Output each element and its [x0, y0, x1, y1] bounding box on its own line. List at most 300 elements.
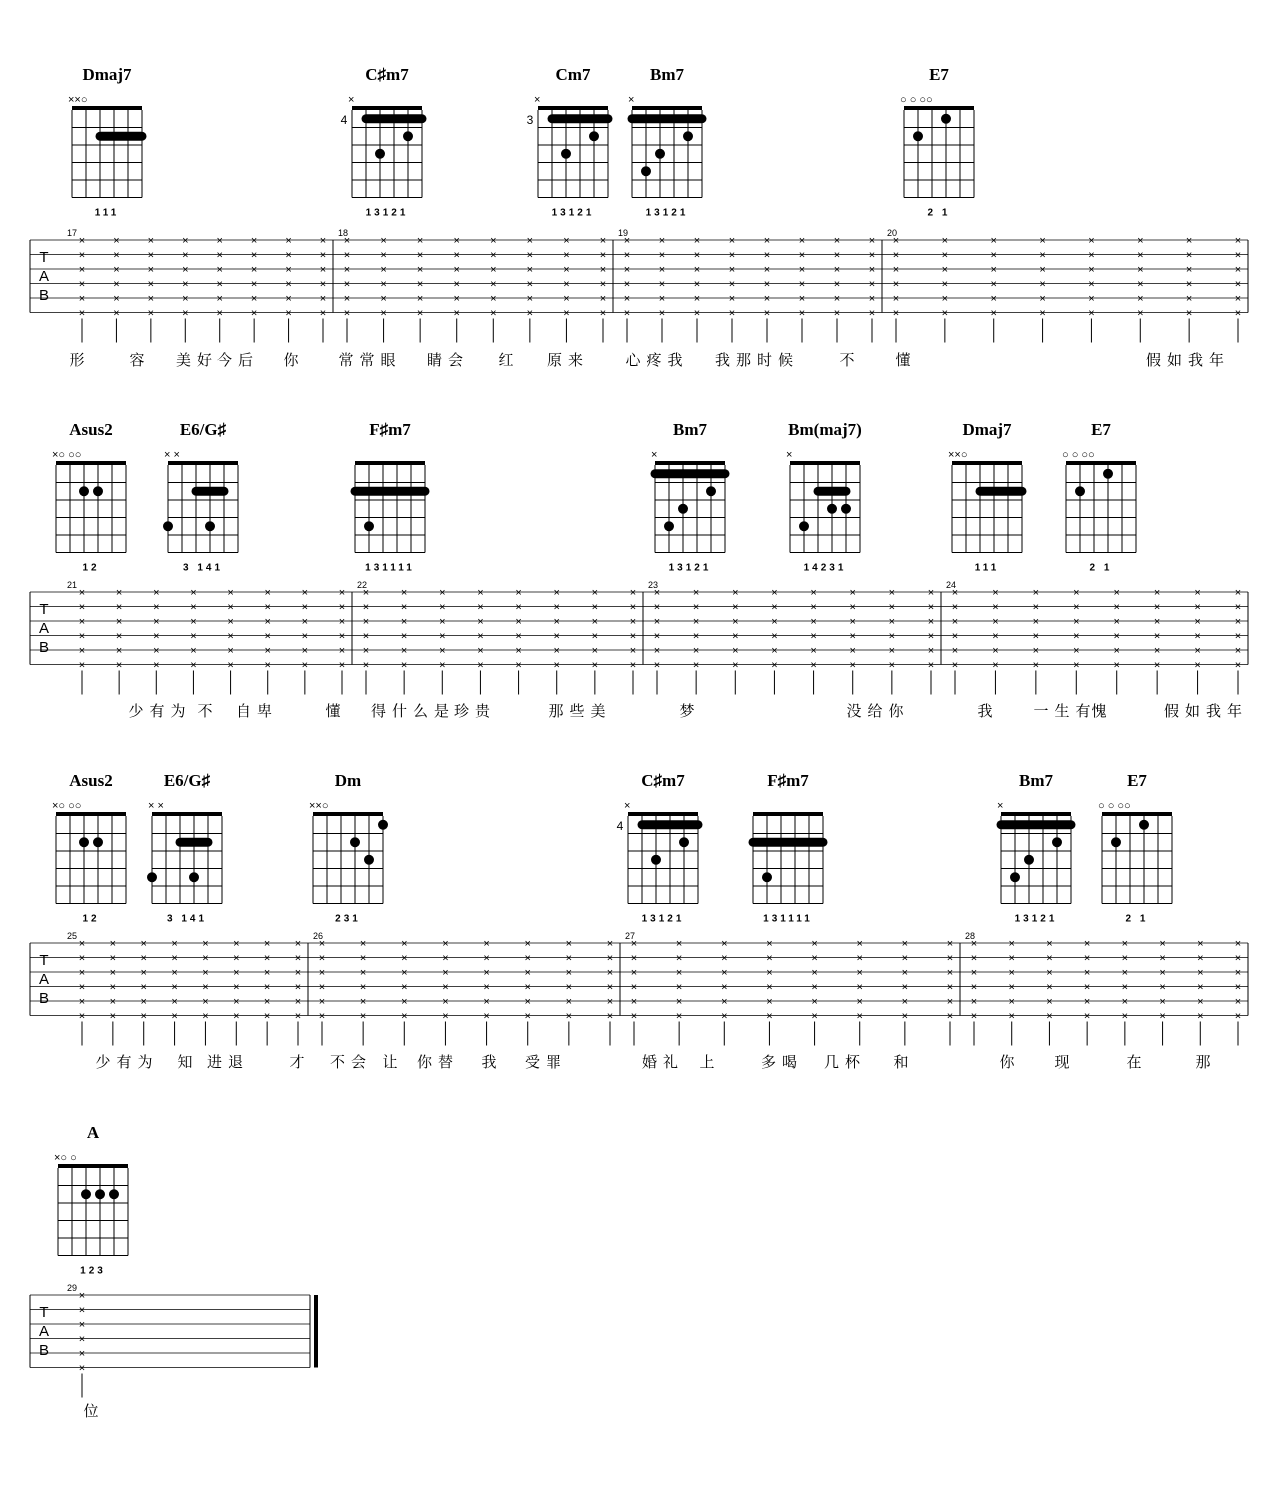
lyric-syllable: 一生有	[1033, 702, 1097, 720]
muted-note: ×	[285, 278, 292, 291]
muted-note: ×	[362, 601, 370, 614]
muted-note: ×	[477, 587, 484, 599]
muted-note: ×	[888, 630, 896, 643]
chord-diagram	[651, 420, 725, 574]
lyric-syllable: 容	[129, 351, 151, 369]
finger-dot	[1010, 872, 1020, 882]
finger-dot	[641, 166, 651, 176]
muted-note: ×	[78, 1319, 86, 1331]
fingering-numbers: 13121	[551, 207, 595, 219]
muted-note: ×	[833, 264, 841, 276]
muted-note: ×	[78, 1304, 86, 1317]
muted-note: ×	[416, 235, 424, 247]
muted-note: ×	[833, 293, 841, 305]
muted-note: ×	[1113, 601, 1120, 614]
muted-note: ×	[294, 967, 302, 979]
muted-note: ×	[1194, 616, 1201, 628]
finger-dot	[678, 504, 688, 514]
muted-note: ×	[811, 996, 818, 1008]
nut	[538, 106, 608, 110]
muted-note: ×	[990, 307, 997, 320]
chord-name: E7	[929, 65, 949, 84]
nut	[790, 461, 860, 465]
muted-note: ×	[1234, 996, 1242, 1008]
final-barline	[314, 1295, 318, 1368]
muted-note: ×	[927, 601, 935, 614]
muted-note: ×	[442, 967, 449, 979]
muted-note: ×	[1039, 235, 1046, 247]
muted-note: ×	[623, 264, 631, 276]
tab-clef-letter: T	[39, 952, 49, 969]
muted-note: ×	[563, 293, 570, 305]
muted-note: ×	[301, 601, 309, 614]
muted-note: ×	[721, 952, 728, 965]
muted-note: ×	[294, 996, 302, 1008]
lyric-syllable: 珍贵	[453, 702, 497, 720]
muted-note: ×	[553, 587, 560, 599]
muted-note: ×	[380, 307, 387, 320]
muted-note: ×	[263, 996, 271, 1008]
muted-note: ×	[319, 293, 327, 305]
lyric-syllable: 睛会	[426, 351, 470, 369]
muted-note: ×	[565, 938, 573, 950]
muted-note: ×	[1159, 967, 1166, 979]
muted-note: ×	[285, 235, 292, 247]
muted-note: ×	[477, 616, 484, 628]
tab-clef-letter: A	[38, 1323, 50, 1340]
muted-note: ×	[301, 630, 309, 643]
muted-note: ×	[653, 659, 661, 672]
fingering-numbers: 12	[82, 913, 100, 925]
muted-note: ×	[565, 996, 573, 1008]
muted-note: ×	[78, 1290, 86, 1302]
muted-note: ×	[453, 249, 460, 262]
muted-note: ×	[892, 307, 900, 320]
lyric-syllable: 才	[289, 1053, 311, 1071]
measure-number: 23	[647, 580, 659, 590]
muted-note: ×	[285, 307, 292, 320]
finger-dot	[841, 504, 851, 514]
finger-dot	[1024, 855, 1034, 865]
muted-note: ×	[1185, 307, 1193, 320]
finger-dot	[378, 820, 388, 830]
muted-note: ×	[140, 938, 147, 950]
lyric-syllable: 我	[977, 702, 999, 720]
muted-note: ×	[563, 264, 570, 276]
chord-diagram	[1098, 771, 1172, 925]
muted-note: ×	[951, 645, 959, 657]
muted-note: ×	[1008, 1010, 1015, 1023]
muted-note: ×	[1046, 996, 1053, 1008]
muted-note: ×	[182, 264, 189, 276]
muted-note: ×	[483, 1010, 490, 1023]
muted-note: ×	[599, 264, 607, 276]
chord-name: Asus2	[69, 420, 113, 439]
muted-note: ×	[343, 278, 351, 291]
muted-note: ×	[115, 630, 123, 643]
muted-note: ×	[439, 659, 446, 672]
muted-note: ×	[453, 293, 460, 305]
muted-note: ×	[763, 307, 771, 320]
muted-note: ×	[1088, 307, 1095, 320]
chord-name: Dm	[334, 771, 362, 790]
muted-note: ×	[1234, 981, 1242, 994]
muted-note: ×	[693, 264, 701, 276]
muted-note: ×	[629, 630, 637, 643]
muted-note: ×	[1194, 630, 1201, 643]
muted-note: ×	[524, 952, 531, 965]
muted-note: ×	[732, 616, 739, 628]
muted-note: ×	[1073, 616, 1080, 628]
muted-note: ×	[264, 659, 271, 672]
muted-note: ×	[380, 249, 387, 262]
muted-note: ×	[301, 659, 309, 672]
muted-note: ×	[1073, 630, 1080, 643]
chord-diagram	[997, 771, 1071, 925]
fingering-numbers: 123	[80, 1265, 106, 1277]
muted-note: ×	[1137, 293, 1144, 305]
nut	[352, 106, 422, 110]
muted-note: ×	[233, 952, 240, 965]
muted-note: ×	[182, 235, 189, 247]
muted-note: ×	[343, 307, 351, 320]
muted-note: ×	[439, 645, 446, 657]
muted-note: ×	[763, 278, 771, 291]
lyric-syllable: 常常眼	[338, 351, 402, 369]
muted-note: ×	[113, 235, 120, 247]
lyric-syllable: 美好	[175, 351, 219, 369]
muted-note: ×	[190, 659, 197, 672]
muted-note: ×	[811, 938, 818, 950]
finger-dot	[679, 837, 689, 847]
muted-note: ×	[171, 996, 178, 1008]
tab-clef-letter: A	[38, 971, 50, 988]
muted-note: ×	[888, 616, 896, 628]
muted-note: ×	[591, 616, 599, 628]
finger-dot	[799, 521, 809, 531]
muted-note: ×	[453, 307, 460, 320]
muted-note: ×	[630, 996, 638, 1008]
lyric-syllable: 和	[893, 1053, 915, 1071]
finger-dot	[1111, 837, 1121, 847]
muted-note: ×	[630, 952, 638, 965]
muted-note: ×	[658, 264, 666, 276]
lyric-syllable: 心疼我	[625, 351, 689, 369]
muted-note: ×	[946, 938, 954, 950]
muted-note: ×	[1008, 996, 1015, 1008]
nut	[56, 812, 126, 816]
muted-note: ×	[892, 235, 900, 247]
muted-note: ×	[319, 235, 327, 247]
muted-note: ×	[771, 616, 778, 628]
muted-note: ×	[233, 967, 240, 979]
muted-note: ×	[1008, 952, 1015, 965]
muted-note: ×	[888, 587, 896, 599]
muted-note: ×	[233, 1010, 240, 1023]
finger-dot	[683, 131, 693, 141]
muted-note: ×	[1153, 630, 1161, 643]
muted-note: ×	[728, 307, 736, 320]
muted-note: ×	[78, 601, 86, 614]
muted-note: ×	[109, 996, 117, 1008]
lyric-syllable: 我那时候	[714, 351, 800, 369]
muted-note: ×	[658, 293, 666, 305]
muted-note: ×	[992, 645, 999, 657]
fingering-numbers: 231	[335, 913, 361, 925]
finger-dot	[561, 149, 571, 159]
muted-note: ×	[693, 235, 701, 247]
muted-note: ×	[171, 981, 178, 994]
muted-note: ×	[78, 307, 86, 320]
muted-note: ×	[401, 996, 408, 1008]
muted-note: ×	[653, 601, 661, 614]
chord-name: C♯m7	[641, 771, 685, 790]
muted-note: ×	[606, 1010, 614, 1023]
lyric-syllable: 现	[1054, 1053, 1076, 1071]
muted-note: ×	[1234, 293, 1242, 305]
muted-note: ×	[1234, 938, 1242, 950]
muted-note: ×	[202, 938, 209, 950]
muted-note: ×	[477, 630, 484, 643]
muted-note: ×	[109, 938, 117, 950]
muted-note: ×	[868, 293, 876, 305]
open-string-markers: × ×	[148, 800, 164, 812]
open-string-markers: ×	[624, 800, 631, 812]
muted-note: ×	[202, 1010, 209, 1023]
muted-note: ×	[1113, 630, 1120, 643]
tab-staff	[30, 580, 1248, 695]
muted-note: ×	[1185, 235, 1193, 247]
muted-note: ×	[630, 1010, 638, 1023]
muted-note: ×	[606, 938, 614, 950]
muted-note: ×	[946, 1010, 954, 1023]
finger-dot	[655, 149, 665, 159]
muted-note: ×	[1083, 967, 1091, 979]
tab-system-row	[30, 420, 1248, 720]
finger-dot	[364, 521, 374, 531]
muted-note: ×	[693, 278, 701, 291]
muted-note: ×	[515, 630, 522, 643]
muted-note: ×	[401, 967, 408, 979]
muted-note: ×	[1073, 601, 1080, 614]
muted-note: ×	[1234, 307, 1242, 320]
muted-note: ×	[359, 967, 367, 979]
chord-name: F♯m7	[369, 420, 411, 439]
muted-note: ×	[1197, 1010, 1204, 1023]
fingering-numbers: 13121	[641, 913, 685, 925]
muted-note: ×	[1083, 938, 1091, 950]
nut	[56, 461, 126, 465]
lyric-syllable: 今后	[216, 351, 260, 369]
muted-note: ×	[1153, 645, 1161, 657]
muted-note: ×	[401, 1010, 408, 1023]
muted-note: ×	[833, 278, 841, 291]
muted-note: ×	[78, 1348, 86, 1360]
muted-note: ×	[182, 293, 189, 305]
muted-note: ×	[732, 601, 739, 614]
muted-note: ×	[721, 967, 728, 979]
measure-number: 28	[964, 931, 976, 941]
chord-name: Bm7	[650, 65, 684, 84]
muted-note: ×	[1046, 967, 1053, 979]
muted-note: ×	[1197, 996, 1204, 1008]
muted-note: ×	[1073, 645, 1080, 657]
muted-note: ×	[202, 996, 209, 1008]
muted-note: ×	[1185, 249, 1193, 262]
measure-number: 20	[886, 228, 898, 238]
muted-note: ×	[147, 235, 155, 247]
muted-note: ×	[591, 587, 599, 599]
chord-name: A	[86, 1123, 100, 1142]
muted-note: ×	[693, 293, 701, 305]
muted-note: ×	[78, 659, 86, 672]
muted-note: ×	[766, 1010, 773, 1023]
measure-number: 18	[337, 228, 349, 238]
muted-note: ×	[318, 981, 326, 994]
muted-note: ×	[190, 645, 197, 657]
muted-note: ×	[190, 601, 197, 614]
muted-note: ×	[233, 981, 240, 994]
muted-note: ×	[147, 264, 155, 276]
finger-dot	[664, 521, 674, 531]
muted-note: ×	[153, 587, 160, 599]
muted-note: ×	[675, 952, 683, 965]
chord-diagram	[147, 771, 222, 925]
nut	[1066, 461, 1136, 465]
muted-note: ×	[728, 249, 736, 262]
measure-number: 24	[945, 580, 957, 590]
muted-note: ×	[868, 235, 876, 247]
muted-note: ×	[1046, 938, 1053, 950]
muted-note: ×	[1185, 293, 1193, 305]
muted-note: ×	[78, 996, 86, 1008]
fingering-numbers: 13121	[668, 562, 712, 574]
muted-note: ×	[849, 587, 856, 599]
lyric-syllable: 得什么是	[370, 702, 456, 720]
muted-note: ×	[849, 601, 856, 614]
muted-note: ×	[263, 938, 271, 950]
muted-note: ×	[868, 264, 876, 276]
muted-note: ×	[1121, 996, 1129, 1008]
muted-note: ×	[563, 249, 570, 262]
finger-dot	[1052, 837, 1062, 847]
open-string-markers: ××○	[309, 800, 329, 812]
muted-note: ×	[1234, 616, 1242, 628]
muted-note: ×	[1159, 1010, 1166, 1023]
finger-dot	[827, 504, 837, 514]
muted-note: ×	[416, 249, 424, 262]
muted-note: ×	[1008, 938, 1015, 950]
muted-note: ×	[416, 264, 424, 276]
muted-note: ×	[182, 278, 189, 291]
muted-note: ×	[553, 616, 560, 628]
muted-note: ×	[338, 601, 346, 614]
muted-note: ×	[78, 645, 86, 657]
muted-note: ×	[526, 293, 534, 305]
muted-note: ×	[658, 235, 666, 247]
muted-note: ×	[190, 616, 197, 628]
finger-dot	[364, 855, 374, 865]
muted-note: ×	[319, 307, 327, 320]
finger-dot	[350, 837, 360, 847]
muted-note: ×	[732, 587, 739, 599]
muted-note: ×	[401, 952, 408, 965]
lyric-syllable: 你替	[416, 1053, 460, 1071]
muted-note: ×	[630, 938, 638, 950]
muted-note: ×	[294, 952, 302, 965]
finger-dot	[79, 837, 89, 847]
muted-note: ×	[1083, 952, 1091, 965]
muted-note: ×	[553, 645, 560, 657]
open-string-markers: ×	[628, 94, 635, 106]
muted-note: ×	[250, 278, 258, 291]
muted-note: ×	[565, 952, 573, 965]
muted-note: ×	[1073, 659, 1080, 672]
muted-note: ×	[78, 587, 86, 599]
muted-note: ×	[524, 1010, 531, 1023]
muted-note: ×	[1088, 278, 1095, 291]
muted-note: ×	[477, 659, 484, 672]
muted-note: ×	[798, 278, 806, 291]
fingering-numbers: 12	[82, 562, 100, 574]
muted-note: ×	[990, 249, 997, 262]
muted-note: ×	[901, 967, 909, 979]
muted-note: ×	[524, 981, 531, 994]
muted-note: ×	[216, 235, 223, 247]
muted-note: ×	[1234, 601, 1242, 614]
muted-note: ×	[359, 952, 367, 965]
muted-note: ×	[1159, 981, 1166, 994]
muted-note: ×	[1234, 278, 1242, 291]
lyric-syllable: 不	[197, 702, 219, 720]
muted-note: ×	[264, 616, 271, 628]
muted-note: ×	[140, 981, 147, 994]
finger-dot	[163, 521, 173, 531]
muted-note: ×	[301, 587, 309, 599]
muted-note: ×	[264, 630, 271, 643]
muted-note: ×	[490, 278, 497, 291]
muted-note: ×	[970, 1010, 978, 1023]
muted-note: ×	[1046, 981, 1053, 994]
muted-note: ×	[1083, 996, 1091, 1008]
chord-diagram	[68, 65, 142, 219]
muted-note: ×	[992, 616, 999, 628]
lyric-syllable: 愧	[1091, 702, 1113, 720]
muted-note: ×	[599, 278, 607, 291]
muted-note: ×	[216, 264, 223, 276]
muted-note: ×	[1032, 587, 1040, 599]
fret-position-label: 4	[340, 113, 348, 127]
chord-diagram	[753, 771, 823, 925]
muted-note: ×	[227, 616, 234, 628]
muted-note: ×	[763, 249, 771, 262]
muted-note: ×	[1039, 264, 1046, 276]
muted-note: ×	[1046, 1010, 1053, 1023]
chord-diagram	[948, 420, 1022, 574]
muted-note: ×	[483, 981, 490, 994]
muted-note: ×	[113, 293, 120, 305]
muted-note: ×	[766, 952, 773, 965]
tab-clef-letter: B	[38, 639, 50, 656]
muted-note: ×	[766, 967, 773, 979]
lyric-syllable: 位	[83, 1402, 105, 1420]
muted-note: ×	[1137, 278, 1144, 291]
muted-note: ×	[692, 601, 700, 614]
chord-name: E7	[1127, 771, 1147, 790]
lyric-syllable: 上	[699, 1053, 721, 1071]
muted-note: ×	[946, 952, 954, 965]
muted-note: ×	[599, 307, 607, 320]
